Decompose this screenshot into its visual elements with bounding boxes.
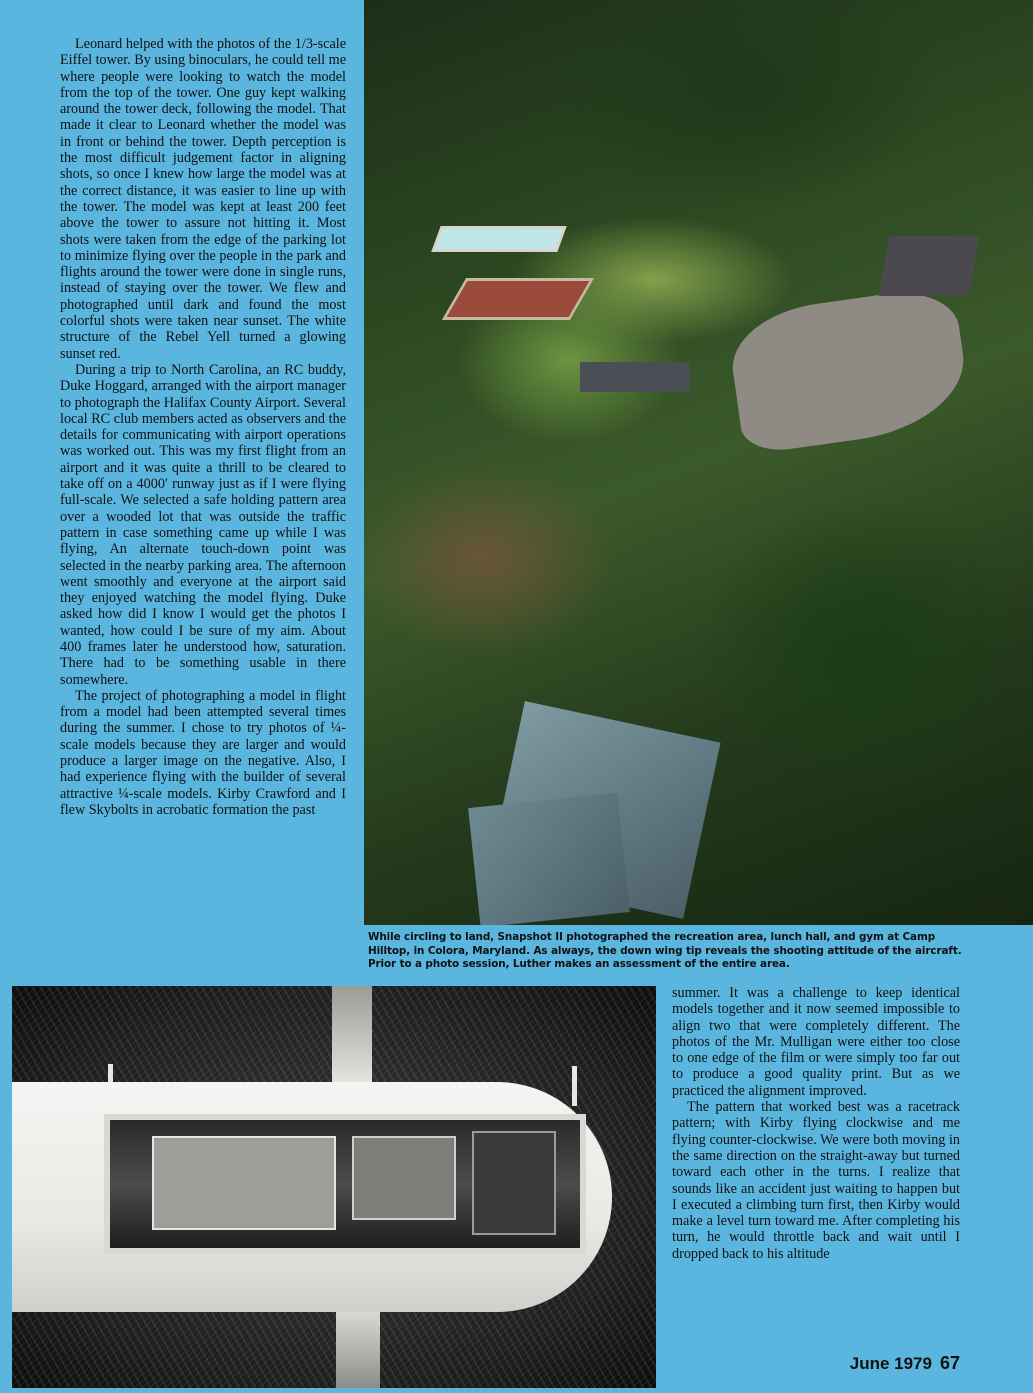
- swimming-pool: [431, 226, 566, 252]
- page-number: 67: [939, 1353, 960, 1373]
- lunch-hall-building: [580, 362, 690, 392]
- paragraph-continuation: summer. It was a challenge to keep identical models together and it now seemed impossible to align two that were completely different. The photos of the Mr. Mulligan were either too close to one edge of the film or were simply too far out to produce a good quality print. But as we practiced the alignment improved.: [672, 985, 960, 1099]
- gym-building: [879, 236, 980, 296]
- right-text-column: [672, 985, 960, 1262]
- photo-caption: While circling to land, Snapshot II photographed the recreation area, lunch hall, and gym at Camp Hilltop, in Colora, Maryland. As always, the down wing tip reveals the shooting attitude of the aircraft. Prior to a photo session, Luther makes an assessment of the entire area.: [368, 931, 962, 971]
- paragraph: Leonard helped with the photos of the 1/3-scale Eiffel tower. By using binoculars, he could tell me where people were looking to watch the model from the top of the tower. One guy kept walking around the tower deck, following the model. That made it clear to Leonard whether the model was in front or behind the tower. Depth perception is the most difficult judgement factor in aligning shots, so once I knew how large the model was at the correct distance, it was easier to line up with the tower. The model was kept at least 200 feet above the tower to assure not hitting it. Most shots were taken from the edge of the parking lot to minimize flying over the people in the park and flights around the tower were done in single runs, instead of staying over the tower. We flew and photographed until dark and found the most colorful shots were taken near sunset. The white structure of the Rebel Yell turned a glowing sunset red.: [60, 36, 346, 362]
- wing-strut: [332, 986, 372, 1086]
- paragraph: The pattern that worked best was a racetrack pattern; with Kirby flying clockwise and me flying counter-clockwise. We were both moving in the same direction on the straight-away but turned toward each other in the turns. I realize that sounds like an accident just waiting to happen but I executed a climbing turn first, then Kirby would make a level turn toward me. After completing his turn, he would throttle back and wait until I dropped back to his altitude: [672, 1099, 960, 1262]
- left-text-column: [60, 36, 346, 818]
- lower-strut: [336, 1312, 380, 1388]
- page-footer: [850, 1353, 960, 1374]
- house-roof-lower: [468, 792, 630, 925]
- battery-pack: [352, 1136, 456, 1220]
- paragraph: During a trip to North Carolina, an RC buddy, Duke Hoggard, arranged with the airport manager to photograph the Halifax County Airport. Several local RC club members acted as observers and the details for communicating with airport operations was worked out. This was my first flight from an airport and it was quite a thrill to be cleared to take off on a 4000′ runway just as if I were flying full-scale. We selected a safe holding pattern area over a wooded lot that was outside the traffic pattern in case something came up while I was flying, An alternate touch-down point was selected in the nearby parking area. The afternoon went smoothly and everyone at the airport said they enjoyed watching the model flying. Duke asked how did I know I would get the photos I wanted, how could I be sure of my aim. About 400 frames later he understood how, saturation. There had to be something usable in there somewhere.: [60, 361, 346, 688]
- tennis-court: [442, 278, 594, 320]
- camera-unit: [152, 1136, 336, 1230]
- servo-block: [472, 1131, 556, 1235]
- paragraph: The project of photographing a model in flight from a model had been attempted several times during the summer. I chose to try photos of ¼-scale models because they are larger and would produce a larger image on the negative. Also, I had experience flying with the builder of several attractive ¼-scale models. Kirby Crawford and I flew Skybolts in acrobatic formation the past: [60, 687, 346, 818]
- antenna-rod: [572, 1066, 577, 1106]
- issue-date: June 1979: [849, 1354, 932, 1373]
- model-fuselage-photo: [12, 986, 656, 1388]
- aerial-photo-camp-hilltop: [364, 0, 1033, 925]
- parking-lot: [725, 285, 972, 456]
